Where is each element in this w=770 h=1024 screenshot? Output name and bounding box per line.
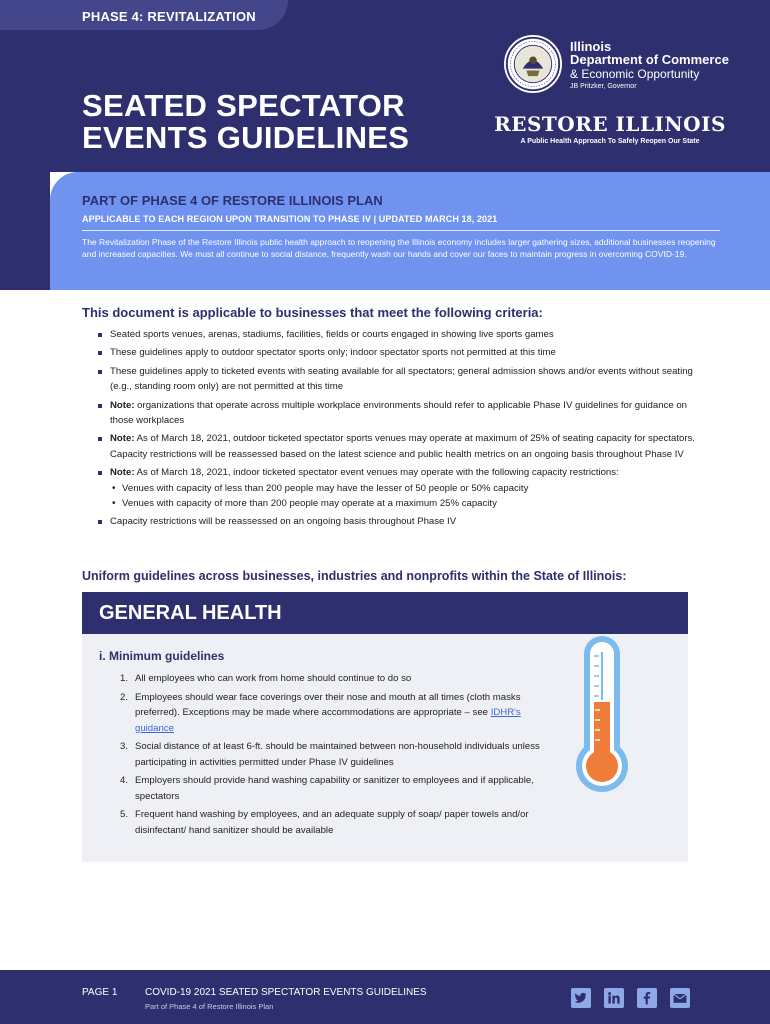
capacity-sublist: [110, 481, 698, 512]
idhr-guidance-link[interactable]: IDHR's guidance: [135, 707, 521, 734]
footer-title: COVID-19 2021 SEATED SPECTATOR EVENTS GUIDELINES: [145, 987, 427, 998]
list-item: These guidelines apply to outdoor spectator sports only; indoor spectator sports not permitted at this time: [98, 345, 698, 360]
criteria-title: This document is applicable to businesses that meet the following criteria:: [82, 305, 543, 320]
list-item: • Venues with capacity of less than 200 people may have the lesser of 50 people or 50% capacity: [110, 481, 698, 496]
linkedin-icon[interactable]: [604, 988, 624, 1008]
list-item: Seated sports venues, arenas, stadiums, facilities, fields or courts engaged in showing live sports games: [98, 327, 698, 342]
band-subheading: APPLICABLE TO EACH REGION UPON TRANSITION TO PHASE IV | UPDATED MARCH 18, 2021: [82, 214, 498, 224]
page-title: [82, 90, 462, 154]
list-item: 1. All employees who can work from home should continue to do so: [120, 673, 412, 684]
band-heading: PART OF PHASE 4 OF RESTORE ILLINOIS PLAN: [82, 193, 383, 208]
governor-line: JB Pritzker, Governor: [570, 83, 637, 90]
criteria-list: [98, 327, 698, 533]
restore-illinois-logo: RESTORE ILLINOIS: [494, 112, 726, 136]
list-item: Note: As of March 18, 2021, indoor ticketed spectator event venues may operate with the following capacity restrictions: • Venues with capacity of less than 200 people may have the lesser of 50 people or 50% capacity • Venues with capacity of more than 200 people may operate at a maximum 25% capacity: [98, 465, 698, 511]
list-item: 3. Social distance of at least 6-ft. should be maintained between non-household individuals unless participating in activities permitted under Phase IV guidelines: [120, 741, 540, 768]
band-divider: [82, 230, 720, 231]
minimum-guidelines-title: i. Minimum guidelines: [99, 649, 225, 663]
dept-state: Illinois: [570, 39, 612, 54]
email-icon[interactable]: [670, 988, 690, 1008]
dept-name-cont: & Economic Opportunity: [570, 67, 700, 81]
title-line-1: SEATED SPECTATOR: [82, 88, 405, 123]
general-health-header: [82, 592, 688, 634]
title-line-2: EVENTS GUIDELINES: [82, 120, 410, 155]
restore-illinois-tagline: A Public Health Approach To Safely Reopen Our State: [520, 138, 700, 145]
page-header: [0, 0, 770, 172]
list-item: • Venues with capacity of more than 200 people may operate at a maximum 25% capacity: [110, 496, 698, 511]
list-item: Capacity restrictions will be reassessed on an ongoing basis throughout Phase IV: [98, 514, 698, 529]
guidelines-list: [120, 671, 550, 842]
department-logo-text: [570, 40, 760, 93]
page-footer: [0, 970, 770, 1024]
general-health-title: GENERAL HEALTH: [99, 602, 282, 624]
list-item: 2. Employees should wear face coverings over their nose and mouth at all times (cloth masks preferred). Exceptions may be made where accommodations are appropriate – see IDHR's guidance: [120, 691, 521, 734]
state-seal-icon: [502, 33, 564, 95]
phase-label: PHASE 4: REVITALIZATION: [82, 9, 256, 24]
list-item: 5. Frequent hand washing by employees, and an adequate supply of soap/ paper towels and/or disinfectant/ hand sanitizer should be available: [120, 809, 529, 836]
list-item: Note: organizations that operate across multiple workplace environments should refer to applicable Phase IV guidelines for guidance on those workplaces: [98, 398, 698, 429]
general-health-panel: [82, 634, 688, 862]
band-left-edge: [0, 172, 50, 290]
thermometer-icon: [572, 634, 632, 794]
list-item: 4. Employers should provide hand washing capability or sanitizer to employees and if applicable, spectators: [120, 775, 534, 802]
phase-tab: [0, 0, 288, 30]
dept-name: Department of Commerce: [570, 52, 729, 67]
footer-subtitle: Part of Phase 4 of Restore Illinois Plan: [145, 1002, 274, 1011]
list-item: Note: As of March 18, 2021, outdoor ticketed spectator sports venues may operate at maximum of 25% of seating capacity for spectators. Capacity restrictions will be reassessed based on the latest science and public health metrics on an ongoing basis throughout Phase IV: [98, 431, 698, 462]
plan-info-band: [50, 172, 770, 290]
twitter-icon[interactable]: [571, 988, 591, 1008]
band-intro-text: The Revitalization Phase of the Restore Illinois public health approach to reopening the Illinois economy includes larger gathering sizes, additional businesses reopening and increased capacities. We must all continue to social distance, frequently wash our hands and cover our faces to maintain progress in overcoming COVID-19.: [82, 237, 716, 259]
uniform-guidelines-title: Uniform guidelines across businesses, industries and nonprofits within the State of Illinois:: [82, 569, 627, 583]
list-item: These guidelines apply to ticketed events with seating available for all spectators; general admission shows and/or events without seating (e.g., standing room only) are not permitted at this time: [98, 364, 698, 395]
facebook-icon[interactable]: [637, 988, 657, 1008]
page-number: PAGE 1: [82, 987, 118, 998]
